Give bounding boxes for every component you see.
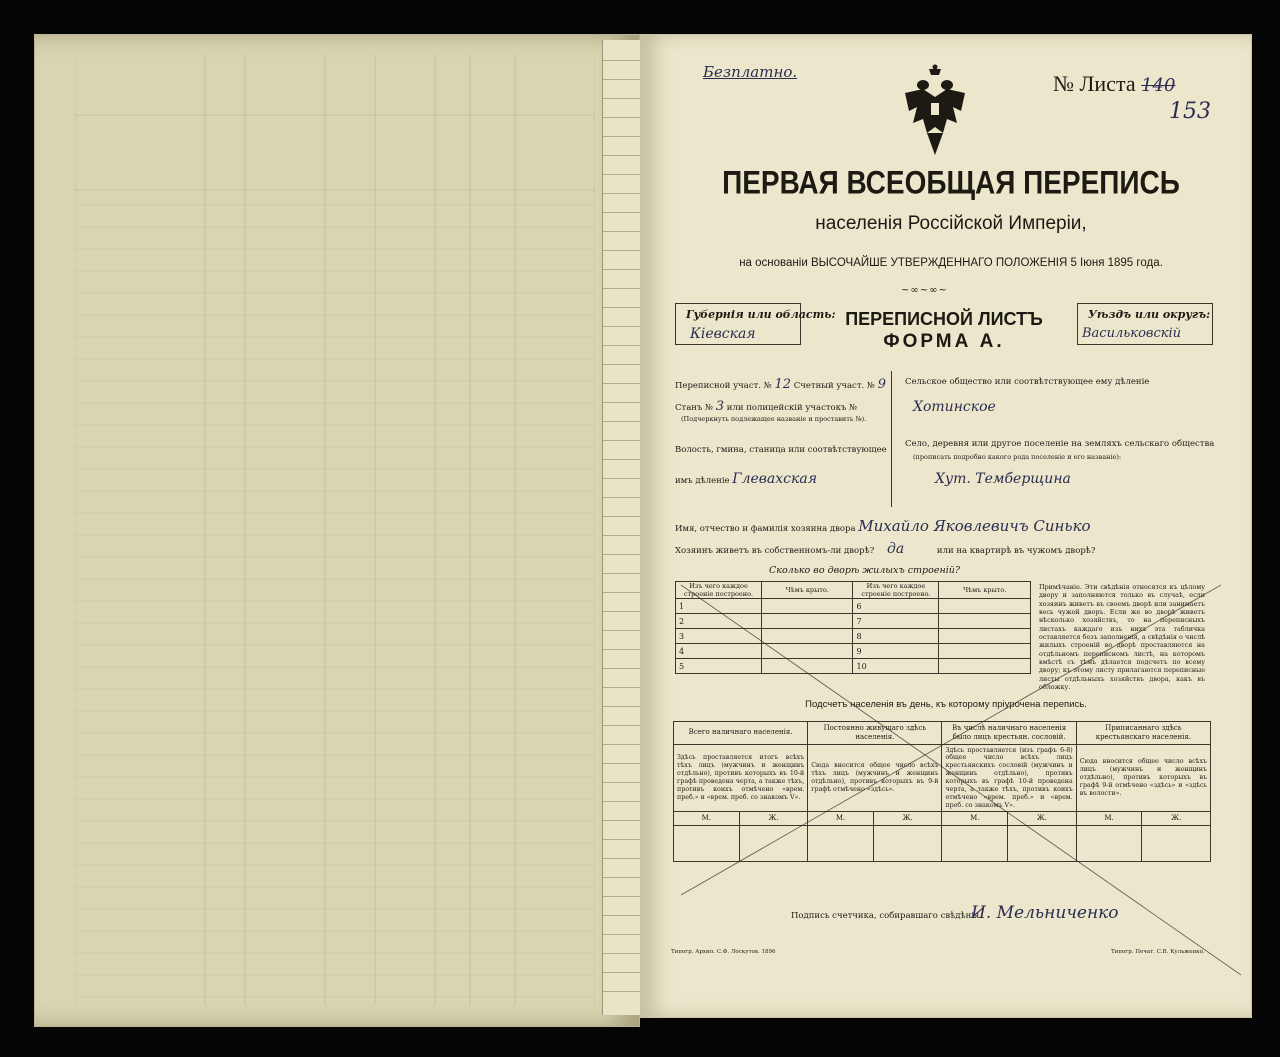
buildings-row-num: 1 — [676, 599, 762, 614]
population-col-desc: Здѣсь проставляется итогъ всѣхъ тѣхъ лицъ (мужчинъ и женщинъ отдѣльно), противъ которыхъ въ 10-й графѣ проведена черта, а также тѣхъ, противъ коихъ отмѣчено «врем. преб.» и «врем. преб. со знакомъ V». — [674, 744, 808, 812]
ownership-field: Хозяинъ живетъ въ собственномъ-ли дворѣ? да или на квартирѣ въ чужомъ дворѣ? — [675, 541, 1096, 557]
male-header: М. — [1076, 812, 1142, 826]
buildings-col-roof: Чѣмъ крыто. — [761, 582, 853, 599]
buildings-row-num: 6 — [853, 599, 939, 614]
village-value: Хут. Темберщина — [935, 471, 1071, 487]
district-value: Васильковскій — [1082, 326, 1182, 341]
signature-label: Подпись счетчика, собиравшаго свѣдѣнія — [791, 911, 980, 921]
rural-society-label: Сельское общество или соотвѣтствующее ему дѣленіе — [905, 377, 1150, 387]
rural-society-value: Хотинское — [913, 399, 996, 415]
underline-note: (Подчеркнуть подлежащее названіе и проставить №). — [681, 415, 867, 423]
buildings-row-num: 5 — [676, 659, 762, 674]
buildings-row-num: 2 — [676, 614, 762, 629]
population-title: Подсчетъ населенія въ день, къ которому пріурочена перепись. — [805, 699, 1087, 710]
village-label: Село, деревня или другое поселеніе на земляхъ сельскаго общества — [905, 439, 1215, 449]
ornament-divider: ~∞~∞~ — [901, 285, 948, 296]
buildings-row-num: 3 — [676, 629, 762, 644]
sheet-number-label: № Листа 140 — [1053, 71, 1176, 96]
village-note: (прописать подробно какого рода поселеніе и его названіе): — [913, 453, 1122, 461]
census-main-title: ПЕРВАЯ ВСЕОБЩАЯ ПЕРЕПИСЬ — [722, 164, 1180, 201]
male-header: М. — [674, 812, 740, 826]
volost-field: имъ дѣленіе Глевахская — [675, 471, 817, 487]
female-header: Ж. — [1142, 812, 1211, 826]
double-headed-eagle-emblem — [903, 63, 967, 159]
male-header: М. — [808, 812, 874, 826]
province-box — [675, 303, 836, 345]
buildings-row-num: 7 — [853, 614, 939, 629]
census-subtitle: населенія Россійской Имперіи, — [815, 213, 1087, 234]
buildings-row-num: 8 — [853, 629, 939, 644]
buildings-note: Примѣчаніе. Эти свѣдѣнія относятся къ цѣлому двору и заполняются только въ случаѣ, если хозяинъ живетъ въ своемъ дворѣ или занимаетъ весь чужой дворъ. Если же во дворѣ живетъ нѣсколько хозяйствъ, то на переписныхъ листахъ каждаго изъ нихъ эта табличка оставляется безъ заполненія, а свѣдѣнія о числѣ жилыхъ строеній во дворѣ проставляются на отдѣльномъ переписномъ листѣ, на которомъ вмѣстѣ съ тѣмъ дѣлается подсчетъ по всему двору; къ этому листу прилагаются переписные листы отдѣльныхъ хозяйствъ двора, какъ въ обложку. — [1039, 583, 1205, 691]
volost-label: Волость, гмина, станица или соотвѣтствующее — [675, 445, 887, 455]
left-page — [34, 34, 640, 1027]
population-col-head: Въ числѣ наличнаго населенія было лицъ крестьян. сословій. — [942, 722, 1076, 745]
census-form-page — [640, 34, 1252, 1018]
buildings-row-num: 10 — [853, 659, 939, 674]
decree-basis: на основаніи ВЫСОЧАЙШЕ УТВЕРЖДЕННАГО ПОЛОЖЕНІЯ 5 Іюня 1895 года. — [739, 257, 1163, 269]
stan-field: Станъ № 3 или полицейскій участокъ № — [675, 399, 858, 414]
female-header: Ж. — [739, 812, 808, 826]
population-col-desc: Сюда вносится общее число всѣхъ лицъ (мужчинъ и женщинъ отдѣльно), противъ которыхъ въ графѣ 9-й отмѣчено «здѣсь» и «здѣсь въ волости». — [1076, 744, 1210, 812]
buildings-col-material-2: Изъ чего каждое строеніе построено. — [853, 582, 939, 599]
census-section-field: Переписной участ. № 12 Счетный участ. № 9 — [675, 377, 886, 392]
buildings-row-num: 9 — [853, 644, 939, 659]
population-col-head: Постоянно живущаго здѣсь населенія. — [808, 722, 942, 745]
sheet-number-handwritten: 153 — [1169, 99, 1211, 124]
printer-left: Типогр. Архип. С.Ф. Лоскутов. 1896 — [671, 949, 776, 955]
printer-right: Типогр. Печат. С.В. Кульженко. — [1111, 949, 1205, 955]
buildings-col-roof-2: Чѣмъ крыто. — [939, 582, 1031, 599]
district-label: Уѣздъ или округъ: — [1088, 308, 1211, 321]
population-col-head: Всего наличнаго населенія. — [674, 722, 808, 745]
population-col-desc: Здѣсь проставляется (изъ графъ 6-8) общее число всѣхъ лицъ крестьянскихъ сословій (мужчинъ и женщинъ отдѣльно), противъ которыхъ въ графѣ 10-й проведена черта, а также тѣхъ, противъ коихъ отмѣчено «врем. преб.» и «врем. преб. со знакомъ V». — [942, 744, 1076, 812]
female-header: Ж. — [1008, 812, 1077, 826]
owner-field: Имя, отчество и фамилія хозяина двора Михайло Яковлевичъ Синько — [675, 517, 1091, 535]
population-col-head: Приписаннаго здѣсь крестьянскаго населенія. — [1076, 722, 1210, 745]
female-header: Ж. — [873, 812, 942, 826]
form-type-title: ФОРМА А. — [883, 331, 1005, 352]
male-header: М. — [942, 812, 1008, 826]
population-col-desc: Сюда вносится общее число всѣхъ тѣхъ лицъ (мужчинъ и женщинъ отдѣльно), противъ которыхъ въ 9-й графѣ отмѣчено «здѣсь». — [808, 744, 942, 812]
form-sheet-title: ПЕРЕПИСНОЙ ЛИСТЪ — [845, 309, 1043, 329]
free-label: Безплатно. — [703, 63, 798, 81]
faded-ledger-grid — [75, 55, 595, 1005]
counter-signature: И. Мельниченко — [971, 903, 1119, 923]
province-value: Кіевская — [690, 326, 756, 342]
cancellation-cross — [641, 575, 1253, 995]
district-box — [1077, 303, 1213, 345]
province-label: Губернія или область: — [686, 308, 836, 321]
buildings-row-num: 4 — [676, 644, 762, 659]
buildings-col-material: Изъ чего каждое строеніе построено. — [676, 582, 762, 599]
buildings-title: Сколько во дворѣ жилыхъ строеній? — [769, 565, 960, 576]
